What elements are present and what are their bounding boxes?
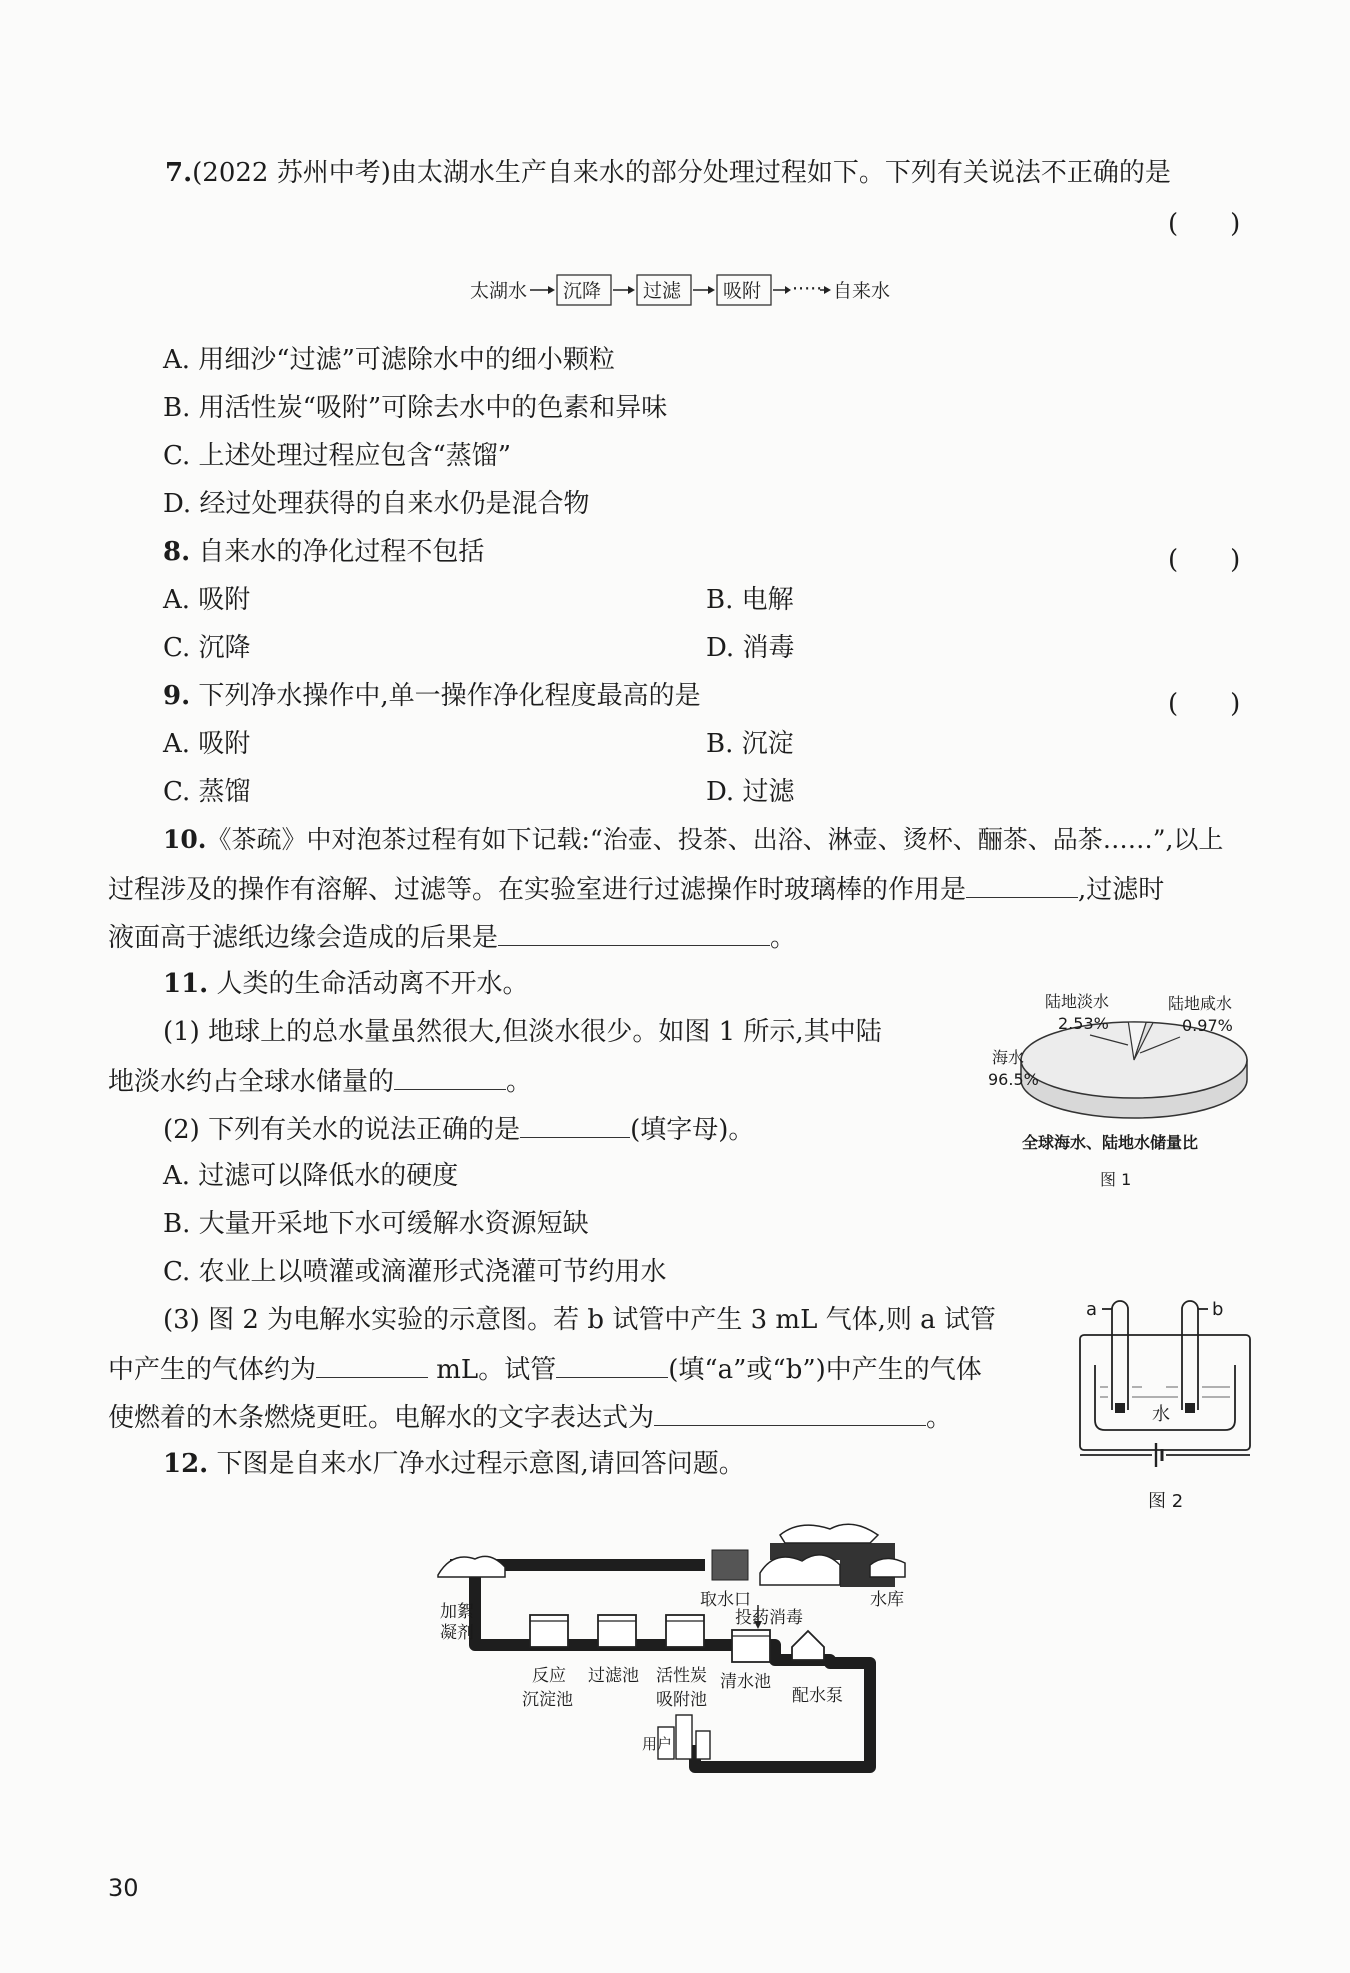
answer-blank[interactable]	[316, 1355, 428, 1378]
question-10: 10.《茶疏》中对泡茶过程有如下记载:“治壶、投茶、出浴、淋壶、烫杯、酾茶、品茶……”,以上	[163, 825, 1224, 854]
label-reaction: 反应	[532, 1666, 566, 1686]
test-tube-a	[1112, 1301, 1128, 1410]
q11-option-a: A. 过滤可以降低水的硬度	[163, 1161, 459, 1191]
q8-option-d: D. 消毒	[706, 633, 795, 663]
answer-bracket-8: ( )	[1168, 545, 1241, 575]
figure-1-pie-chart	[980, 985, 1250, 1195]
flow-end: 自来水	[833, 280, 891, 302]
label-user: 用户	[642, 1735, 673, 1753]
label-clear: 清水池	[720, 1672, 771, 1692]
answer-blank[interactable]	[654, 1403, 926, 1426]
label-carbon: 活性炭	[656, 1666, 707, 1686]
label-pump: 配水泵	[792, 1686, 843, 1706]
flow-step-adsorb: 吸附	[723, 280, 762, 302]
value-fresh-water: 2.53%	[1058, 1014, 1109, 1033]
tank-clear	[732, 1630, 770, 1662]
mountain-icon	[780, 1524, 878, 1543]
svg-text:吸附池: 吸附池	[656, 1690, 707, 1710]
q11-part-2: (2) 下列有关水的说法正确的是 (填字母)。	[163, 1115, 755, 1145]
intake-box	[712, 1550, 748, 1580]
question-9: 9. 下列净水操作中,单一操作净化程度最高的是	[163, 681, 701, 711]
answer-bracket-9: ( )	[1168, 689, 1241, 719]
flow-step-settle: 沉降	[563, 280, 602, 302]
q9-option-d: D. 过滤	[706, 777, 795, 807]
tank-reaction	[530, 1615, 568, 1647]
q11-part-3-line-2: 中产生的气体约为 mL。试管 (填“a”或“b”)中产生的气体	[108, 1355, 982, 1385]
figure-1-label: 图 1	[1100, 1170, 1132, 1189]
question-11: 11. 人类的生命活动离不开水。	[163, 969, 529, 999]
electrolysis-frame	[1080, 1335, 1250, 1450]
answer-blank[interactable]	[556, 1355, 668, 1378]
q7-flow-diagram	[460, 270, 900, 310]
answer-blank[interactable]	[498, 923, 770, 946]
q11-option-c: C. 农业上以喷灌或滴灌形式浇灌可节约用水	[163, 1257, 667, 1287]
water-plant-diagram	[430, 1515, 930, 1785]
q11-part-3-line-3: 使燃着的木条燃烧更旺。电解水的文字表达式为 。	[108, 1403, 953, 1433]
q9-option-c: C. 蒸馏	[163, 777, 251, 807]
q8-option-a: A. 吸附	[163, 585, 251, 615]
q9-option-b: B. 沉淀	[706, 729, 794, 759]
label-water: 水	[1152, 1404, 1170, 1425]
answer-blank[interactable]	[520, 1115, 630, 1138]
label-fresh-water: 陆地淡水	[1045, 992, 1110, 1011]
label-flocculant: 加絮	[440, 1602, 474, 1622]
pump-house	[792, 1631, 824, 1660]
q8-option-b: B. 电解	[706, 585, 794, 615]
label-dosing: 投药消毒	[735, 1608, 803, 1628]
answer-blank[interactable]	[394, 1067, 506, 1090]
q7-option-d: D. 经过处理获得的自来水仍是混合物	[163, 489, 590, 519]
label-a: a	[1086, 1299, 1098, 1320]
label-b: b	[1212, 1299, 1224, 1320]
q11-part-1: (1) 地球上的总水量虽然很大,但淡水很少。如图 1 所示,其中陆	[163, 1017, 882, 1047]
svg-text:凝剂: 凝剂	[440, 1623, 474, 1643]
value-sea-water: 96.5%	[988, 1070, 1039, 1089]
figure-2-electrolysis	[1070, 1295, 1260, 1525]
label-reservoir: 水库	[870, 1590, 904, 1610]
q7-option-b: B. 用活性炭“吸附”可除去水中的色素和异味	[163, 393, 668, 423]
electrode-a	[1115, 1403, 1125, 1413]
value-salt-land-water: 0.97%	[1182, 1016, 1233, 1035]
q7-option-a: A. 用细沙“过滤”可滤除水中的细小颗粒	[163, 345, 615, 375]
q9-option-a: A. 吸附	[163, 729, 251, 759]
svg-text:·····: ·····	[792, 278, 823, 300]
question-7: 7.(2022 苏州中考)由太湖水生产自来水的部分处理过程如下。下列有关说法不正确的是	[165, 158, 1171, 188]
q11-option-b: B. 大量开采地下水可缓解水资源短缺	[163, 1209, 589, 1239]
pie-chart	[1021, 1022, 1247, 1118]
q7-option-c: C. 上述处理过程应包含“蒸馏”	[163, 441, 512, 471]
label-salt-land-water: 陆地咸水	[1168, 994, 1233, 1013]
flow-start: 太湖水	[470, 280, 528, 302]
q10-line-2: 过程涉及的操作有溶解、过滤等。在实验室进行过滤操作时玻璃棒的作用是 ,过滤时	[108, 875, 1165, 905]
answer-blank[interactable]	[966, 875, 1078, 898]
flocculant-pile-icon	[438, 1556, 505, 1577]
q10-line-3: 液面高于滤纸边缘会造成的后果是 。	[108, 923, 797, 953]
figure-1-caption: 全球海水、陆地水储量比	[1022, 1133, 1199, 1152]
label-sea-water: 海水	[992, 1048, 1025, 1067]
question-8: 8. 自来水的净化过程不包括	[163, 537, 485, 567]
electrode-b	[1185, 1403, 1195, 1413]
figure-2-label: 图 2	[1148, 1491, 1184, 1512]
q8-option-c: C. 沉降	[163, 633, 251, 663]
question-12: 12. 下图是自来水厂净水过程示意图,请回答问题。	[163, 1449, 745, 1479]
svg-text:沉淀池: 沉淀池	[522, 1690, 573, 1710]
flow-step-filter: 过滤	[643, 280, 682, 302]
test-tube-b	[1182, 1301, 1198, 1410]
tank-carbon	[666, 1615, 704, 1647]
label-intake: 取水口	[700, 1590, 751, 1610]
q11-part-3: (3) 图 2 为电解水实验的示意图。若 b 试管中产生 3 mL 气体,则 a 试管	[163, 1305, 996, 1335]
label-filter: 过滤池	[588, 1666, 639, 1686]
tank-filter	[598, 1615, 636, 1647]
q11-part-1-cont: 地淡水约占全球水储量的 。	[108, 1067, 533, 1097]
answer-bracket-7: ( )	[1168, 209, 1241, 239]
page-number: 30	[108, 1874, 139, 1902]
